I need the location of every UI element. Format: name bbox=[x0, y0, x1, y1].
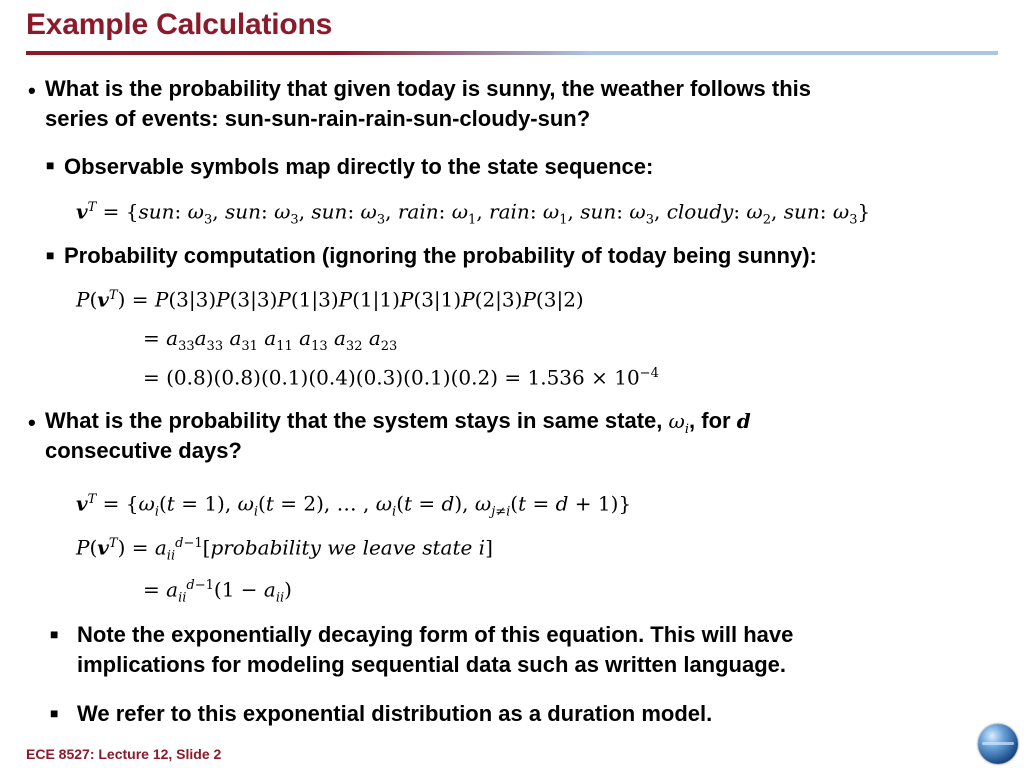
equation-numeric-result: = $(0.8)(0.8)(0.1)(0.4)(0.3)(0.1)(0.2) = 1.536 \times 10^{-4}$ bbox=[143, 365, 659, 390]
q1-line2: series of events: sun-sun-rain-rain-sun-cloudy-sun? bbox=[45, 106, 591, 131]
equation-transition-product: = $a_{33}a_{33}$ $a_{31}$ $a_{11}$ $a_{13}$ $a_{32}$ $a_{23}$ bbox=[143, 326, 398, 354]
globe-logo-icon bbox=[978, 724, 1018, 764]
equation-probability-product: $P(v^T) = P(3|3)P(3|3)P(1|3)P(1|1)P(3|1)P(2|3)P(3|2)$ bbox=[76, 287, 584, 312]
q1-sub1: Observable symbols map directly to the state sequence: bbox=[64, 154, 654, 179]
note1-line2: implications for modeling sequential data such as written language. bbox=[77, 652, 787, 677]
result-value: 1.536 bbox=[527, 365, 585, 390]
q1-sub2: Probability computation (ignoring the probability of today being sunny): bbox=[64, 243, 817, 268]
title-divider bbox=[26, 51, 998, 55]
square-bullet-icon: ■ bbox=[50, 705, 59, 721]
square-bullet-icon: ■ bbox=[46, 157, 55, 173]
equation-state-sequence: $v^T = \{sun$: $\omega_3$, sun: $\omega_3$, sun: $\omega_3$, rain: $\omega_1$, rain: $\omega_1$, sun: $\omega_3$, cloudy: $\omega_2$, sun: $\omega_3$} bbox=[76, 199, 871, 228]
slide-title: Example Calculations bbox=[26, 8, 333, 41]
equation-duration-probability: $P(v^T)$ = $a_{ii}^{d-1}[probability$ we leave state i] bbox=[76, 535, 493, 564]
note1-line1: Note the exponentially decaying form of this equation. This will have bbox=[77, 622, 794, 647]
bullet-dot-icon: • bbox=[28, 410, 36, 435]
q2-line1-b: , for bbox=[689, 408, 731, 433]
square-bullet-icon: ■ bbox=[50, 626, 59, 642]
note2: We refer to this exponential distribution as a duration model. bbox=[77, 701, 713, 726]
q2-line1-a: What is the probability that the system stays in same state, bbox=[45, 408, 663, 433]
q2-line2: consecutive days? bbox=[45, 438, 242, 463]
square-bullet-icon: ■ bbox=[46, 247, 55, 263]
q2-line1: What is the probability that the system stays in same state, $\omega_i$, for d bbox=[45, 408, 751, 437]
bracket-text: probability we leave state i bbox=[210, 535, 486, 560]
q1-line1: What is the probability that given today is sunny, the weather follows this bbox=[45, 76, 812, 101]
equation-duration-closed-form: = $a_{ii}^{d-1}(1 - a_{ii})$ bbox=[143, 577, 292, 606]
equation-duration-sequence: $v^T = \{\omega_i(t = 1)$, $\omega_i(t = 2)$, … , $\omega_i(t = d)$, $\omega_{j\ne i}(t = d + 1)$} bbox=[76, 491, 632, 520]
bullet-dot-icon: • bbox=[28, 78, 36, 103]
slide-footer: ECE 8527: Lecture 12, Slide 2 bbox=[26, 746, 222, 762]
